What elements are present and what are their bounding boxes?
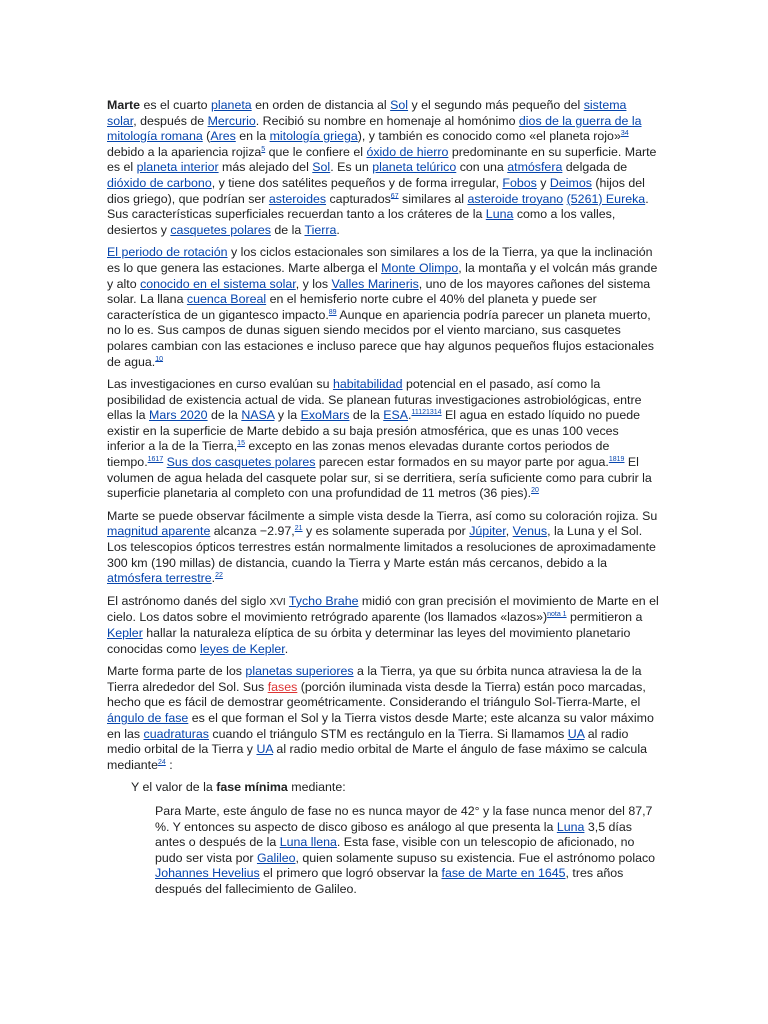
link-atmosfera-terrestre[interactable]: atmósfera terrestre [107, 571, 212, 586]
link-conocido-en-el-sistema-solar[interactable]: conocido en el sistema solar [140, 276, 296, 291]
reference-link[interactable]: 10 [155, 355, 164, 363]
text-run: : [165, 757, 173, 772]
text-run: El agua en estado líquido no puede existir en la superficie de Marte debido a su baja presión atmosférica, que es unas 100 veces inferior a la de la Tierra, [107, 408, 640, 454]
text-run: en el hemisferio norte cubre el 40% del planeta y puede ser característica de un gigantesco impacto. [107, 292, 597, 322]
bold-term: fase mínima [216, 780, 288, 795]
reference-link[interactable]: 11121314 [411, 409, 442, 417]
link-sus-dos-casquetes-polares[interactable]: Sus dos casquetes polares [166, 455, 316, 470]
link-angulo-de-fase[interactable]: ángulo de fase [107, 710, 189, 725]
reference-sup [547, 611, 566, 618]
reference-sup [391, 192, 399, 199]
century-roman-numeral: XVI [269, 596, 286, 608]
text-run: Para Marte, este ángulo de fase no es nunca mayor de 42° y la fase nunca menor del 87,7 %. Y entonces su aspecto de disco giboso es análogo al que presenta la [155, 803, 653, 834]
text-run: . [336, 222, 340, 237]
text-run: , uno de los mayores cañones del sistema solar. La llana [107, 276, 651, 307]
text-run: permitieron a [566, 610, 643, 625]
text-run: Marte se puede observar fácilmente a simple vista desde la Tierra, así como su coloración rojiza. Su [107, 508, 658, 523]
link-tycho-brahe[interactable]: Tycho Brahe [288, 593, 359, 608]
text-run: , y los [295, 276, 332, 291]
text-run: cuando el triángulo STM es rectángulo en la Tierra. Si llamamos [208, 726, 568, 741]
link-mitologia-griega[interactable]: mitología griega [269, 129, 358, 144]
reference-link[interactable]: 15 [237, 440, 245, 448]
link-dioxido-de-carbono[interactable]: dióxido de carbono [107, 175, 212, 190]
text-run: es el cuarto [140, 98, 212, 112]
text-run: al radio medio orbital de Marte el ángulo de fase máximo se calcula mediante [107, 742, 647, 772]
reference-link[interactable]: nota 1 [547, 611, 567, 619]
text-run: . [284, 641, 289, 656]
reference-link[interactable]: 20 [531, 487, 539, 495]
link-esa[interactable]: ESA [383, 408, 409, 423]
text-run: delgada de [562, 160, 628, 175]
text-run: , [505, 524, 513, 539]
indented-mars-phase-note [155, 804, 659, 898]
link-venus[interactable]: Venus [512, 524, 548, 539]
link-asteroides[interactable]: asteroides [268, 191, 327, 206]
link-luna[interactable]: Luna [556, 819, 585, 834]
text-run: es el que forman el Sol y la Tierra vistos desde Marte; este alcanza su valor máximo en las [107, 710, 654, 741]
link-fase-de-marte-en-1645[interactable]: fase de Marte en 1645 [441, 866, 566, 881]
reference-sup [158, 759, 166, 766]
link-leyes-de-kepler[interactable]: leyes de Kepler [199, 641, 285, 656]
link-exomars[interactable]: ExoMars [300, 408, 350, 423]
text-run: similares al [398, 191, 468, 206]
link-asteroide-troyano[interactable]: asteroide troyano [467, 191, 564, 206]
text-run: que le confiere el [265, 144, 367, 159]
text-run: y los ciclos estacionales son similares a los de la Tierra, ya que la inclinación es lo que genera las estaciones. Marte alberga el [107, 245, 653, 275]
link-sistema-solar[interactable]: sistema solar [107, 98, 627, 128]
reference-link[interactable]: 89 [328, 308, 337, 316]
link-habitabilidad[interactable]: habitabilidad [332, 377, 403, 392]
paragraph-habitability [107, 377, 659, 502]
text-run: alcanza −2.97, [210, 524, 295, 539]
link-sol[interactable]: Sol [312, 160, 331, 175]
link-deimos[interactable]: Deimos [549, 175, 592, 190]
text-run: . Es un [330, 160, 373, 175]
reference-sup [411, 409, 441, 416]
text-run: y el segundo más pequeño del [408, 98, 584, 112]
text-run: midió con gran precisión el movimiento de Marte en el cielo. Los datos sobre el movimiento retrógrado aparente (los llamados «lazos») [107, 593, 659, 625]
text-run: , después de [133, 113, 208, 128]
link-monte-olimpo[interactable]: Monte Olimpo [381, 260, 459, 275]
link-ua[interactable]: UA [567, 726, 585, 741]
text-run: El astrónomo danés del siglo [107, 593, 270, 608]
reference-sup [329, 309, 337, 316]
link-mercurio[interactable]: Mercurio [207, 113, 256, 128]
text-run: en orden de distancia al [251, 98, 391, 112]
text-run: Las investigaciones en curso evalúan su [107, 377, 333, 392]
link-cuadraturas[interactable]: cuadraturas [143, 726, 209, 741]
text-run: y [536, 175, 550, 190]
link-sol[interactable]: Sol [390, 98, 409, 112]
reference-link[interactable]: 24 [157, 758, 166, 766]
text-run: debido a la apariencia rojiza [107, 144, 262, 159]
text-run: , la Luna y el Sol. Los telescopios ópticos terrestres están normalmente limitados a resoluciones de aproximadamente 300 km (190 millas) de distancia, cuando la Tierra y Marte están más cercanos, debido a la [107, 524, 656, 570]
reference-sup [237, 440, 245, 447]
link-galileo[interactable]: Galileo [256, 850, 296, 865]
reference-sup [215, 572, 223, 579]
reference-sup [155, 355, 163, 362]
reference-link[interactable]: 67 [390, 192, 399, 200]
link-ares[interactable]: Ares [210, 129, 236, 144]
link-luna-llena[interactable]: Luna llena [279, 835, 337, 850]
reference-sup [531, 487, 539, 494]
text-run: (porción iluminada vista desde la Tierra) están poco marcadas, hecho que es fácil de demostrar geométricamente. Considerando el triángulo Sol-Tierra-Marte, el [107, 679, 646, 710]
article-body [107, 98, 659, 898]
text-run: excepto en las zonas menos elevadas durante cortos periodos de tiempo. [107, 439, 610, 470]
text-run: Y el valor de la [131, 780, 217, 795]
link-dios-de-la-guerra-de-la-mitologia-romana[interactable]: dios de la guerra de la mitología romana [107, 113, 642, 144]
link-casquetes-polares[interactable]: casquetes polares [170, 222, 271, 237]
text-run: con una [456, 160, 508, 175]
text-run: Aunque en apariencia podría parecer un planeta muerto, no lo es. Sus campos de dunas siguen siendo mecidos por el viento marciano, sus casquetes polares cambian con las estaciones e incluso parece que hay algunos pequeños flujos estacionales de agua. [107, 307, 654, 369]
link-jupiter[interactable]: Júpiter [469, 524, 506, 539]
reference-sup [295, 525, 303, 532]
reference-link[interactable]: 34 [620, 130, 629, 138]
link-luna[interactable]: Luna [485, 207, 514, 222]
text-run: El volumen de agua helada del casquete polar sur, si se derritiera, sería suficiente como para cubrir la superficie planetaria al completo con una profundidad de 11 metros (36 pies). [107, 455, 652, 501]
link-fobos[interactable]: Fobos [502, 175, 537, 190]
link-atmosfera[interactable]: atmósfera [507, 160, 563, 175]
text-run: 3,5 días antes o después de la [155, 819, 632, 850]
paragraph-observation [107, 509, 659, 587]
text-run: a la Tierra, ya que su órbita nunca atraviesa la de la Tierra alrededor del Sol. Sus [107, 664, 642, 694]
text-run: predominante en su superficie. Marte es el [107, 144, 657, 175]
link-planeta-telurico[interactable]: planeta telúrico [372, 160, 457, 175]
text-run: , la montaña y el volcán más grande y alto [107, 260, 658, 291]
link-oxido-de-hierro[interactable]: óxido de hierro [366, 144, 449, 159]
text-run: de la [207, 408, 242, 423]
reference-sup [148, 456, 164, 463]
link-valles-marineris[interactable]: Valles Marineris [331, 276, 419, 291]
text-run: . Esta fase, visible con un telescopio de aficionado, no pudo ser vista por [155, 835, 635, 865]
text-run: . Recibió su nombre en homenaje al homónimo [255, 113, 519, 128]
text-run: mediante: [287, 780, 346, 795]
text-run: de la [270, 222, 305, 237]
text-run: , y tiene dos satélites pequeños y de forma irregular, [211, 175, 503, 190]
link-johannes-hevelius[interactable]: Johannes Hevelius [155, 866, 260, 881]
text-run: en la [235, 129, 270, 144]
text-run: más alejado del [218, 160, 313, 175]
link-ua[interactable]: UA [256, 742, 273, 757]
paragraph-intro [107, 98, 659, 238]
text-run: ), y también es conocido como «el planeta rojo» [357, 129, 621, 144]
reference-link[interactable]: 5 [261, 145, 266, 153]
text-run: . Sus características superficiales recuerdan tanto a los cráteres de la [107, 191, 649, 222]
text-run: como a los valles, desiertos y [107, 207, 616, 237]
link-cuenca-boreal[interactable]: cuenca Boreal [186, 292, 267, 307]
link-fases[interactable]: fases [267, 679, 298, 694]
text-run: capturados [326, 191, 391, 206]
text-run: Marte forma parte de los [107, 664, 246, 679]
paragraph-tycho-brahe [107, 594, 659, 657]
link-planetas-superiores[interactable]: planetas superiores [245, 664, 354, 679]
paragraph-phases [107, 664, 659, 773]
link-tierra[interactable]: Tierra [304, 222, 337, 237]
reference-link[interactable]: 1617 [147, 455, 164, 463]
text-run: . [408, 408, 412, 423]
link-nasa[interactable]: NASA [241, 408, 275, 423]
reference-sup [609, 456, 625, 463]
text-run: el primero que logró observar la [259, 866, 442, 881]
text-run: y la [274, 408, 301, 423]
link-planeta[interactable]: planeta [211, 98, 252, 112]
text-run: y es solamente superada por [302, 524, 470, 539]
text-run: de la [349, 408, 384, 423]
text-run: parecen estar formados en su mayor parte por agua. [315, 455, 609, 470]
text-run: al radio medio orbital de la Tierra y [107, 726, 629, 757]
text-run: ( [202, 129, 211, 144]
paragraph-rotation [107, 245, 659, 370]
link-el-periodo-de-rotacion[interactable]: El periodo de rotación [107, 245, 228, 260]
link-5261-eureka[interactable]: (5261) Eureka [566, 191, 646, 206]
text-run: , tres años después del fallecimiento de Galileo. [155, 866, 624, 896]
text-run: (hijos del dios griego), que podrían ser [107, 175, 645, 206]
link-planeta-interior[interactable]: planeta interior [136, 160, 219, 175]
link-kepler[interactable]: Kepler [107, 626, 143, 640]
reference-link[interactable]: 22 [215, 572, 223, 580]
reference-link[interactable]: 1819 [608, 455, 625, 463]
text-run: , quien solamente supuso su existencia. Fue el astrónomo polaco [295, 850, 656, 865]
link-magnitud-aparente[interactable]: magnitud aparente [107, 524, 211, 539]
text-run: . [211, 571, 216, 586]
link-mars-2020[interactable]: Mars 2020 [149, 408, 208, 423]
text-run: hallar la naturaleza elíptica de su órbita y determinar las leyes del movimiento planetario conocidas como [107, 626, 631, 656]
reference-link[interactable]: 21 [294, 525, 303, 533]
bold-term: Marte [107, 98, 141, 112]
reference-sup [621, 130, 629, 137]
text-run: potencial en el pasado, así como la posibilidad de existencia actual de vida. Se planean futuras investigaciones astrobiológicas, entre ellas la [107, 377, 642, 423]
indented-minimum-phase [131, 780, 659, 796]
